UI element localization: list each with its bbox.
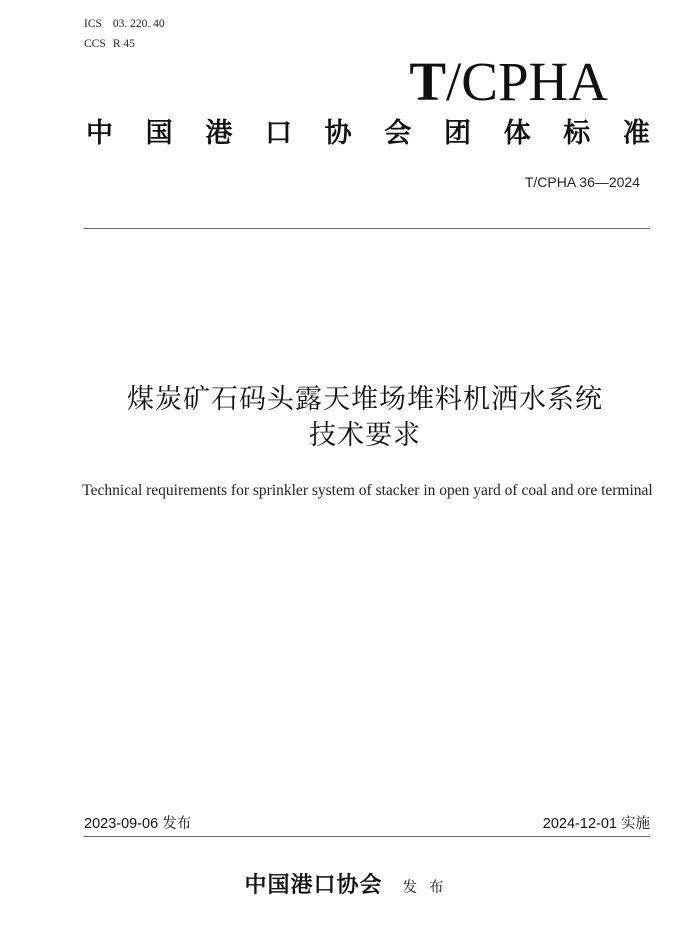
heading-char: 准 [622,118,650,149]
association-standard-heading [86,117,650,151]
heading-char: 协 [324,118,352,149]
heading-char: 中 [86,118,113,149]
heading-char: 团 [443,118,471,149]
footer-divider [84,836,650,837]
heading-char: 口 [264,118,292,149]
publish-date: 2023-09-06 发布 [84,816,192,832]
publish-action: 发布 [402,880,456,896]
heading-char: 标 [563,118,591,149]
document-title-en: Technical requirements for sprinkler system of stacker in open yard of coal and ore terminal [82,482,653,499]
ccs-label: CCS [84,38,106,50]
heading-char: 会 [384,118,412,149]
heading-char: 国 [145,118,173,149]
publisher-line [0,868,700,899]
standard-number: T/CPHA 36—2024 [524,174,640,190]
standard-brand-mark [409,52,608,112]
ics-value: 03. 220. 40 [112,18,165,30]
title-zh-line-1: 煤炭矿石码头露天堆场堆料机洒水系统 [127,384,603,415]
ccs-code [84,37,135,51]
brand-cpha: /CPHA [446,51,608,112]
publisher-name: 中国港口协会 [244,872,383,898]
heading-char: 港 [205,118,233,149]
title-zh-line-2: 技术要求 [309,420,421,451]
heading-char: 体 [503,118,531,149]
document-title-zh [60,382,670,454]
ics-label: ICS [84,18,102,30]
ccs-value: R 45 [112,38,135,50]
ics-code [84,17,165,31]
implementation-date: 2024-12-01 实施 [542,816,650,832]
brand-t: T [409,51,446,112]
header-divider [84,228,650,229]
